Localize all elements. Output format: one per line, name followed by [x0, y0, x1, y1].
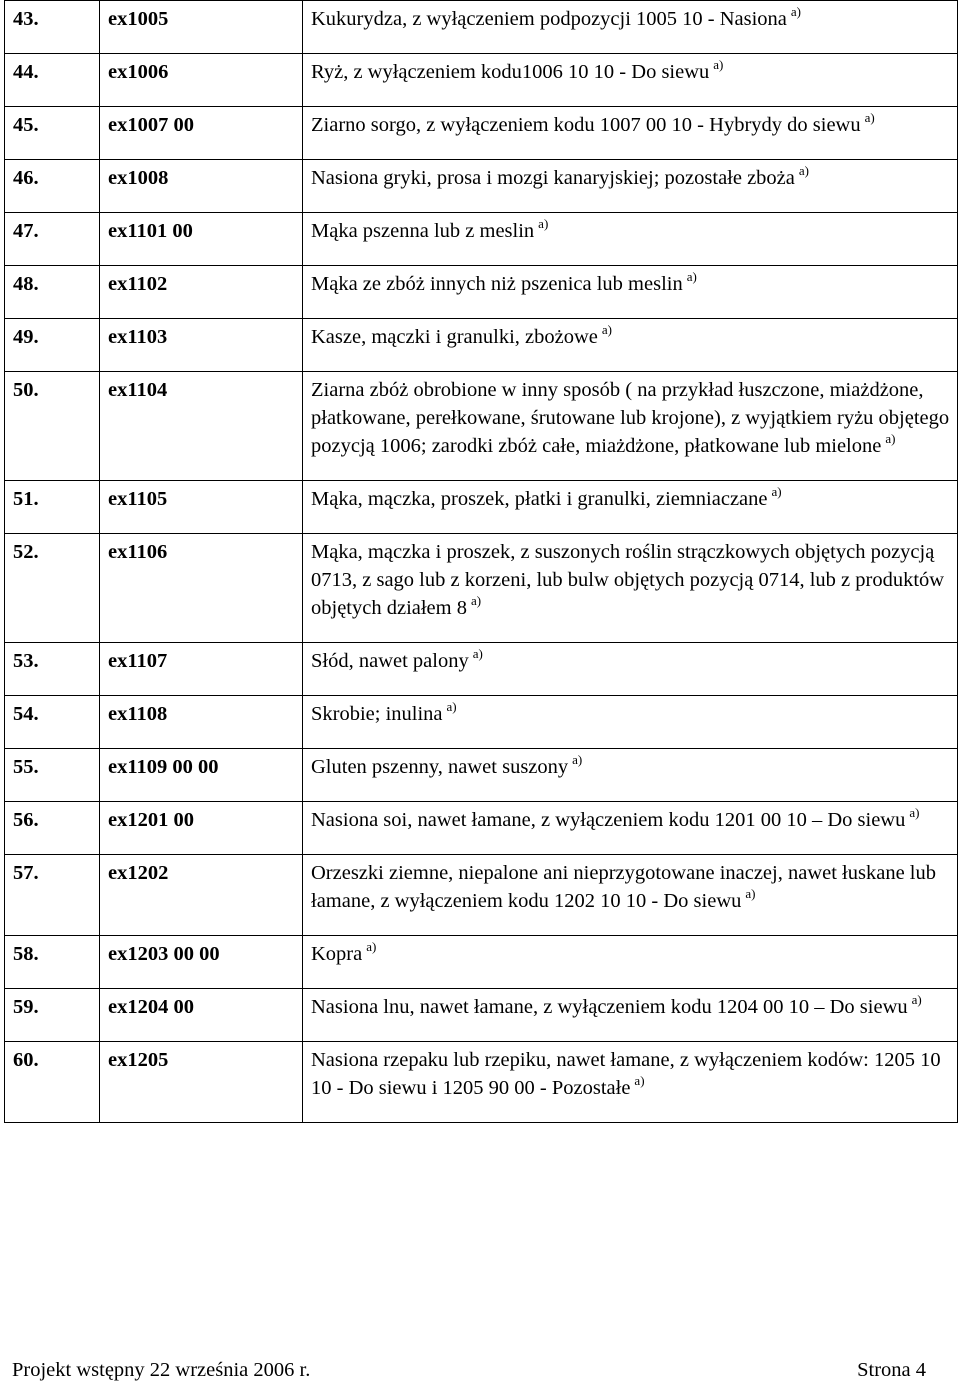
footnote-marker: a)	[864, 110, 875, 125]
product-description-cell	[303, 643, 958, 696]
row-number: 49.	[5, 319, 100, 372]
row-number: 55.	[5, 749, 100, 802]
product-description-cell	[303, 1, 958, 54]
table-row	[5, 936, 958, 989]
product-description: Orzeszki ziemne, niepalone ani nieprzygotowane inaczej, nawet łuskane lub łamane, z wyłączeniem kodu 1202 10 10 - Do siewu	[311, 862, 936, 912]
table-row	[5, 749, 958, 802]
row-number: 56.	[5, 802, 100, 855]
product-description: Słód, nawet palony	[311, 650, 469, 672]
product-description: Skrobie; inulina	[311, 703, 443, 725]
table-row	[5, 481, 958, 534]
table-row	[5, 855, 958, 936]
footnote-marker: a)	[713, 57, 724, 72]
product-description-cell	[303, 54, 958, 107]
product-description-cell	[303, 213, 958, 266]
page-footer	[12, 1356, 926, 1384]
product-description: Mąka pszenna lub z meslin	[311, 220, 535, 242]
footnote-marker: a)	[472, 646, 483, 661]
product-description: Mąka ze zbóż innych niż pszenica lub meslin	[311, 273, 683, 295]
cn-code: ex1008	[100, 160, 303, 213]
cn-code: ex1102	[100, 266, 303, 319]
cn-code: ex1203 00 00	[100, 936, 303, 989]
row-number: 47.	[5, 213, 100, 266]
product-description-cell	[303, 1042, 958, 1123]
table-row	[5, 213, 958, 266]
cn-code: ex1201 00	[100, 802, 303, 855]
footer-page-number: Strona 4	[857, 1359, 926, 1381]
product-description-cell	[303, 319, 958, 372]
product-description: Ziarna zbóż obrobione w inny sposób ( na przykład łuszczone, miażdżone, płatkowane, perełkowane, śrutowane lub krojone), z wyjątkiem ryżu objętego pozycją 1006; zarodki zbóż całe, miażdżone, płatkowane lub mielone	[311, 379, 950, 457]
row-number: 51.	[5, 481, 100, 534]
product-description: Kopra	[311, 943, 363, 965]
cn-code: ex1202	[100, 855, 303, 936]
footnote-marker: a)	[798, 163, 809, 178]
cn-code: ex1109 00 00	[100, 749, 303, 802]
product-description: Ryż, z wyłączeniem kodu1006 10 10 - Do siewu	[311, 61, 710, 83]
product-description-cell	[303, 481, 958, 534]
table-row	[5, 802, 958, 855]
table-row	[5, 266, 958, 319]
footnote-marker: a)	[538, 216, 549, 231]
cn-code: ex1101 00	[100, 213, 303, 266]
product-description-cell	[303, 855, 958, 936]
product-description-cell	[303, 989, 958, 1042]
footnote-marker: a)	[470, 593, 482, 608]
table-row	[5, 1, 958, 54]
footnote-marker: a)	[745, 886, 756, 901]
row-number: 46.	[5, 160, 100, 213]
product-description: Nasiona gryki, prosa i mozgi kanaryjskiej; pozostałe zboża	[311, 167, 795, 189]
row-number: 50.	[5, 372, 100, 481]
product-description-cell	[303, 160, 958, 213]
cn-code: ex1006	[100, 54, 303, 107]
cn-code: ex1105	[100, 481, 303, 534]
row-number: 59.	[5, 989, 100, 1042]
product-description: Ziarno sorgo, z wyłączeniem kodu 1007 00 10 - Hybrydy do siewu	[311, 114, 861, 136]
product-description-cell	[303, 936, 958, 989]
footnote-marker: a)	[911, 992, 922, 1007]
cn-code: ex1107	[100, 643, 303, 696]
product-description-cell	[303, 696, 958, 749]
product-description: Mąka, mączka i proszek, z suszonych roślin strączkowych objętych pozycją 0713, z sago lub z korzeni, lub bulw objętych pozycją 0714, lub z produktów objętych działem 8	[311, 541, 945, 619]
footer-draft-date: Projekt wstępny 22 września 2006 r.	[12, 1359, 311, 1381]
footnote-marker: a)	[366, 939, 377, 954]
table-row	[5, 107, 958, 160]
product-description-cell	[303, 802, 958, 855]
product-description: Nasiona soi, nawet łamane, z wyłączeniem kodu 1201 00 10 – Do siewu	[311, 809, 906, 831]
table-row	[5, 534, 958, 643]
cn-code: ex1204 00	[100, 989, 303, 1042]
footnote-marker: a)	[771, 484, 782, 499]
row-number: 43.	[5, 1, 100, 54]
product-description: Kukurydza, z wyłączeniem podpozycji 1005 10 - Nasiona	[311, 8, 787, 30]
product-description-cell	[303, 107, 958, 160]
footnote-marker: a)	[909, 805, 920, 820]
row-number: 53.	[5, 643, 100, 696]
cn-code: ex1108	[100, 696, 303, 749]
table-row	[5, 372, 958, 481]
row-number: 60.	[5, 1042, 100, 1123]
footnote-marker: a)	[446, 699, 457, 714]
product-description: Gluten pszenny, nawet suszony	[311, 756, 569, 778]
table-row	[5, 1042, 958, 1123]
row-number: 58.	[5, 936, 100, 989]
table-row	[5, 319, 958, 372]
cn-code: ex1104	[100, 372, 303, 481]
table-row	[5, 160, 958, 213]
product-description: Nasiona lnu, nawet łamane, z wyłączeniem kodu 1204 00 10 – Do siewu	[311, 996, 908, 1018]
cn-code: ex1007 00	[100, 107, 303, 160]
footnote-marker: a)	[601, 322, 612, 337]
footnote-marker: a)	[885, 431, 896, 446]
table-row	[5, 643, 958, 696]
product-description-cell	[303, 534, 958, 643]
table-row	[5, 696, 958, 749]
product-description-cell	[303, 749, 958, 802]
cn-code: ex1106	[100, 534, 303, 643]
row-number: 44.	[5, 54, 100, 107]
product-description: Mąka, mączka, proszek, płatki i granulki, ziemniaczane	[311, 488, 768, 510]
cn-code: ex1005	[100, 1, 303, 54]
product-description: Nasiona rzepaku lub rzepiku, nawet łamane, z wyłączeniem kodów: 1205 10 10 - Do siewu i 1205 90 00 - Pozostałe	[311, 1049, 941, 1099]
table-row	[5, 989, 958, 1042]
row-number: 52.	[5, 534, 100, 643]
product-description-cell	[303, 372, 958, 481]
cn-code: ex1205	[100, 1042, 303, 1123]
row-number: 57.	[5, 855, 100, 936]
table-row	[5, 54, 958, 107]
row-number: 48.	[5, 266, 100, 319]
cn-code: ex1103	[100, 319, 303, 372]
tariff-code-table	[4, 0, 958, 1123]
footnote-marker: a)	[686, 269, 697, 284]
table-body	[5, 1, 958, 1123]
footnote-marker: a)	[790, 4, 802, 19]
row-number: 45.	[5, 107, 100, 160]
row-number: 54.	[5, 696, 100, 749]
product-description-cell	[303, 266, 958, 319]
product-description: Kasze, mączki i granulki, zbożowe	[311, 326, 598, 348]
footnote-marker: a)	[572, 752, 583, 767]
footnote-marker: a)	[634, 1073, 645, 1088]
